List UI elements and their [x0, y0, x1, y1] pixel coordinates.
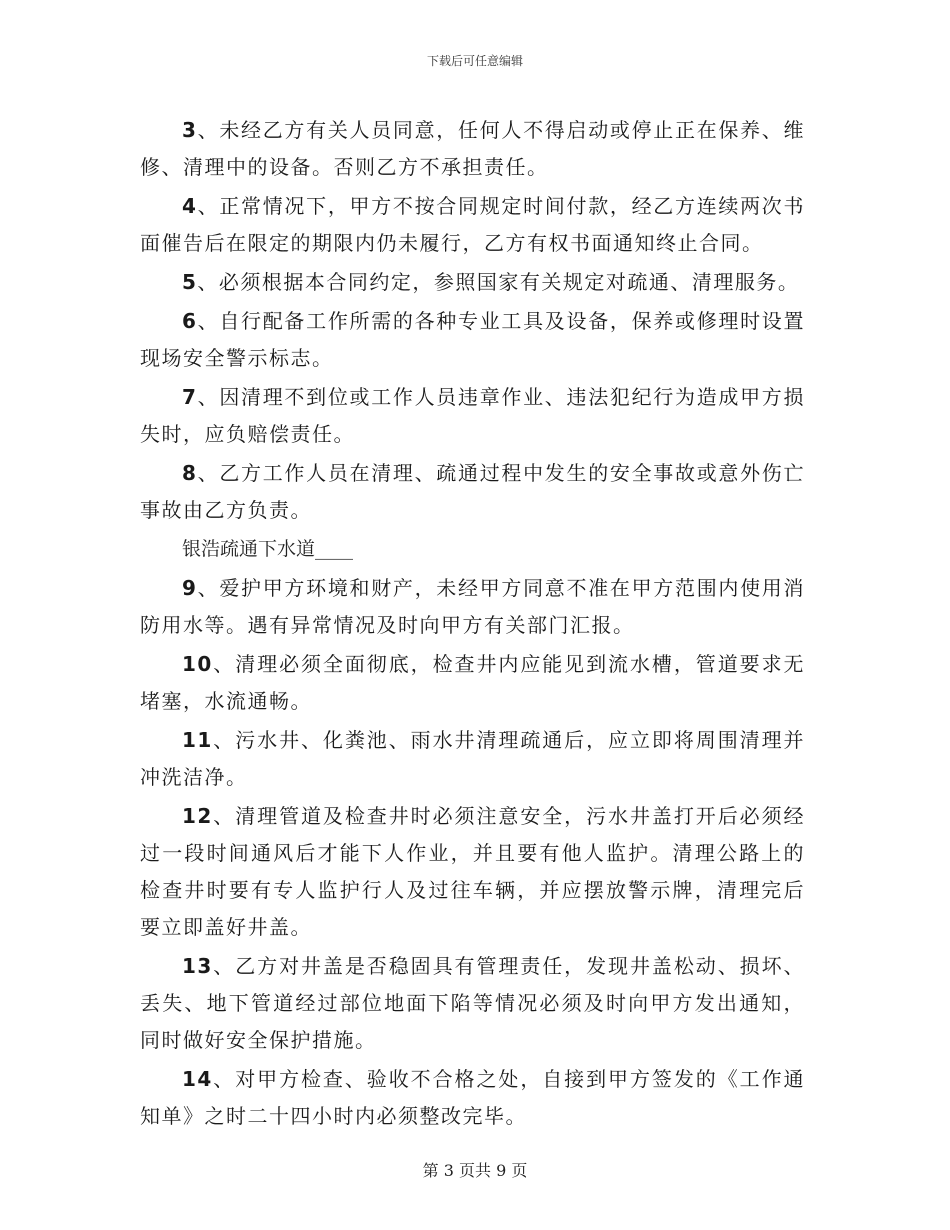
clause-14 [140, 1061, 805, 1135]
clause-number: 10 [182, 652, 213, 676]
clause-4 [140, 188, 805, 262]
clause-number: 5 [182, 270, 198, 294]
clause-number: 4 [182, 194, 198, 218]
page-footer: 第 3 页共 9 页 [422, 1161, 528, 1180]
clause-number: 3 [182, 118, 198, 142]
clause-8 [140, 455, 805, 529]
clause-text: 、因清理不到位或工作人员违章作业、违法犯纪行为造成甲方损失时，应负赔偿责任。 [140, 385, 805, 446]
clause-number: 6 [182, 309, 198, 333]
clause-text: 、自行配备工作所需的各种专业工具及设备，保养或修理时设置现场安全警示标志。 [140, 309, 805, 370]
clause-text: 、必须根据本合同约定，参照国家有关规定对疏通、清理服务。 [197, 270, 800, 294]
clause-text: 、正常情况下，甲方不按合同规定时间付款，经乙方连续两次书面催告后在限定的期限内仍未履行，乙方有权书面通知终止合同。 [140, 194, 805, 255]
clause-number: 9 [182, 576, 198, 600]
document-body [140, 112, 805, 1137]
clause-11 [140, 722, 805, 796]
clause-13 [140, 948, 805, 1059]
page-header: 下载后可任意编辑 [426, 54, 523, 68]
clause-12 [140, 798, 805, 946]
clause-text: 、乙方工作人员在清理、疏通过程中发生的安全事故或意外伤亡事故由乙方负责。 [140, 461, 805, 522]
clause-text: 、清理管道及检查井时必须注意安全，污水井盖打开后必须经过一段时间通风后才能下人作业，并且要有他人监护。清理公路上的检查井时要有专人监护行人及过往车辆，并应摆放警示牌，清理完后要立即盖好井盖。 [140, 804, 805, 939]
clause-number: 8 [182, 461, 198, 485]
clause-text: 、未经乙方有关人员同意，任何人不得启动或停止正在保养、维修、清理中的设备。否则乙方不承担责任。 [140, 118, 805, 179]
clause-number: 11 [182, 728, 213, 752]
clause-3 [140, 112, 805, 186]
clause-text: 、对甲方检查、验收不合格之处，自接到甲方签发的《工作通知单》之时二十四小时内必须整改完毕。 [140, 1067, 805, 1128]
clause-6 [140, 303, 805, 377]
clause-number: 13 [182, 954, 213, 978]
clause-text: 、清理必须全面彻底，检查井内应能见到流水槽，管道要求无堵塞，水流通畅。 [140, 652, 805, 713]
clause-number: 12 [182, 804, 213, 828]
clause-5 [140, 264, 805, 301]
inline-note: 银浩疏通下水道____ [182, 538, 354, 560]
clause-number: 14 [182, 1067, 213, 1091]
clause-text: 、乙方对井盖是否稳固具有管理责任，发现井盖松动、损坏、丢失、地下管道经过部位地面下陷等情况必须及时向甲方发出通知，同时做好安全保护措施。 [140, 954, 805, 1052]
clause-10 [140, 646, 805, 720]
clause-7 [140, 379, 805, 453]
clause-9 [140, 570, 805, 644]
clause-number: 7 [182, 385, 198, 409]
clause-text: 、污水井、化粪池、雨水井清理疏通后，应立即将周围清理并冲洗洁净。 [140, 728, 805, 789]
clause-text: 、爱护甲方环境和财产，未经甲方同意不准在甲方范围内使用消防用水等。遇有异常情况及时向甲方有关部门汇报。 [140, 576, 805, 637]
